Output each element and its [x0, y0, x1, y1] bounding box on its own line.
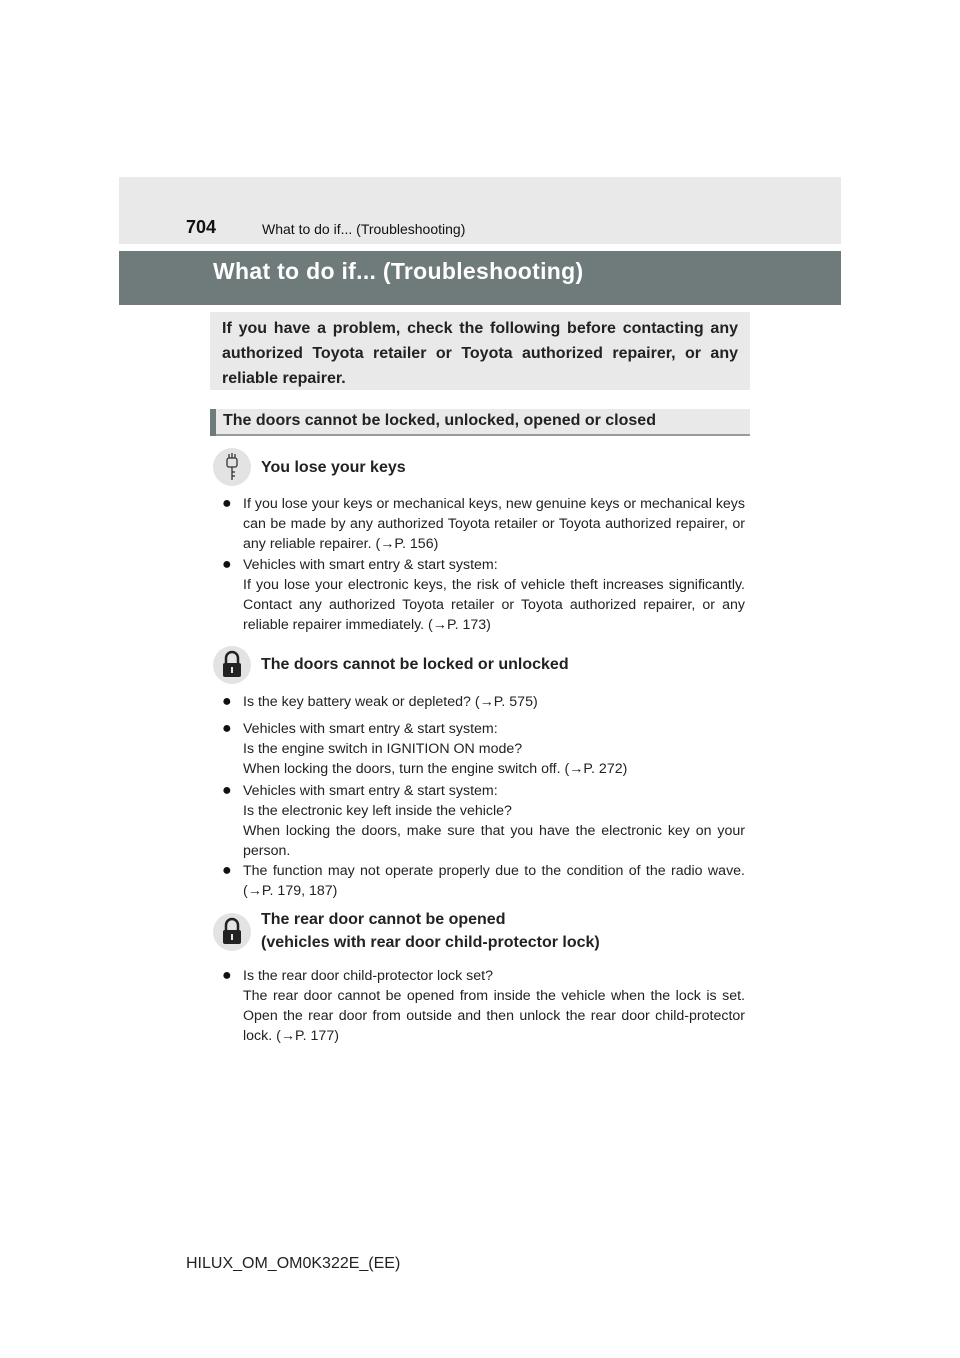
- intro-text: If you have a problem, check the following before contacting any authorized Toyota retailer or Toyota authorized repairer, or any reliable repairer.: [222, 320, 738, 387]
- section-title: The doors cannot be locked, unlocked, opened or closed: [223, 412, 656, 429]
- list-item: Vehicles with smart entry & start system: Is the engine switch in IGNITION ON mode? When locking the doors, turn the engine switch off. (→P. 272): [243, 721, 628, 777]
- list-item: If you lose your keys or mechanical keys, new genuine keys or mechanical keys can be made by any authorized Toyota retailer or Toyota authorized repairer, or any reliable repairer. (→P. 156): [243, 496, 745, 552]
- key-icon: [213, 448, 251, 486]
- bullet-dot: ●: [222, 720, 232, 737]
- document-code: HILUX_OM_OM0K322E_(EE): [186, 1255, 401, 1272]
- list-item: Vehicles with smart entry & start system: Is the electronic key left inside the vehicle? When locking the doors, make sure that you have the electronic key on your person.: [243, 783, 745, 859]
- lock-icon: [213, 646, 251, 684]
- subsection-heading: The doors cannot be locked or unlocked: [261, 656, 569, 673]
- subsection-heading: You lose your keys: [261, 459, 406, 476]
- list-item: Is the rear door child-protector lock set? The rear door cannot be opened from inside the vehicle when the lock is set. Open the rear door from outside and then unlock the rear door child-protector lock. (→P. 177): [243, 968, 745, 1044]
- bullet-dot: ●: [222, 782, 232, 799]
- bullet-dot: ●: [222, 556, 232, 573]
- running-head: What to do if... (Troubleshooting): [262, 221, 466, 237]
- section-accent: [210, 409, 216, 436]
- subsection-heading: The rear door cannot be opened (vehicles with rear door child-protector lock): [261, 911, 600, 951]
- bullet-dot: ●: [222, 967, 232, 984]
- bullet-dot: ●: [222, 693, 232, 710]
- page-number: 704: [186, 217, 217, 237]
- page-title: What to do if... (Troubleshooting): [213, 258, 584, 284]
- list-item: Vehicles with smart entry & start system: If you lose your electronic keys, the risk of vehicle theft increases significantly. Contact any authorized Toyota retailer or Toyota authorized repairer, or any reliable repairer immediately. (→P. 173): [243, 557, 745, 633]
- lock-icon: [213, 913, 251, 951]
- bullet-dot: ●: [222, 862, 232, 879]
- bullet-dot: ●: [222, 495, 232, 512]
- list-item: Is the key battery weak or depleted? (→P. 575): [243, 694, 538, 710]
- header-band: [119, 177, 841, 244]
- list-item: The function may not operate properly due to the condition of the radio wave. (→P. 179, 187): [243, 863, 745, 899]
